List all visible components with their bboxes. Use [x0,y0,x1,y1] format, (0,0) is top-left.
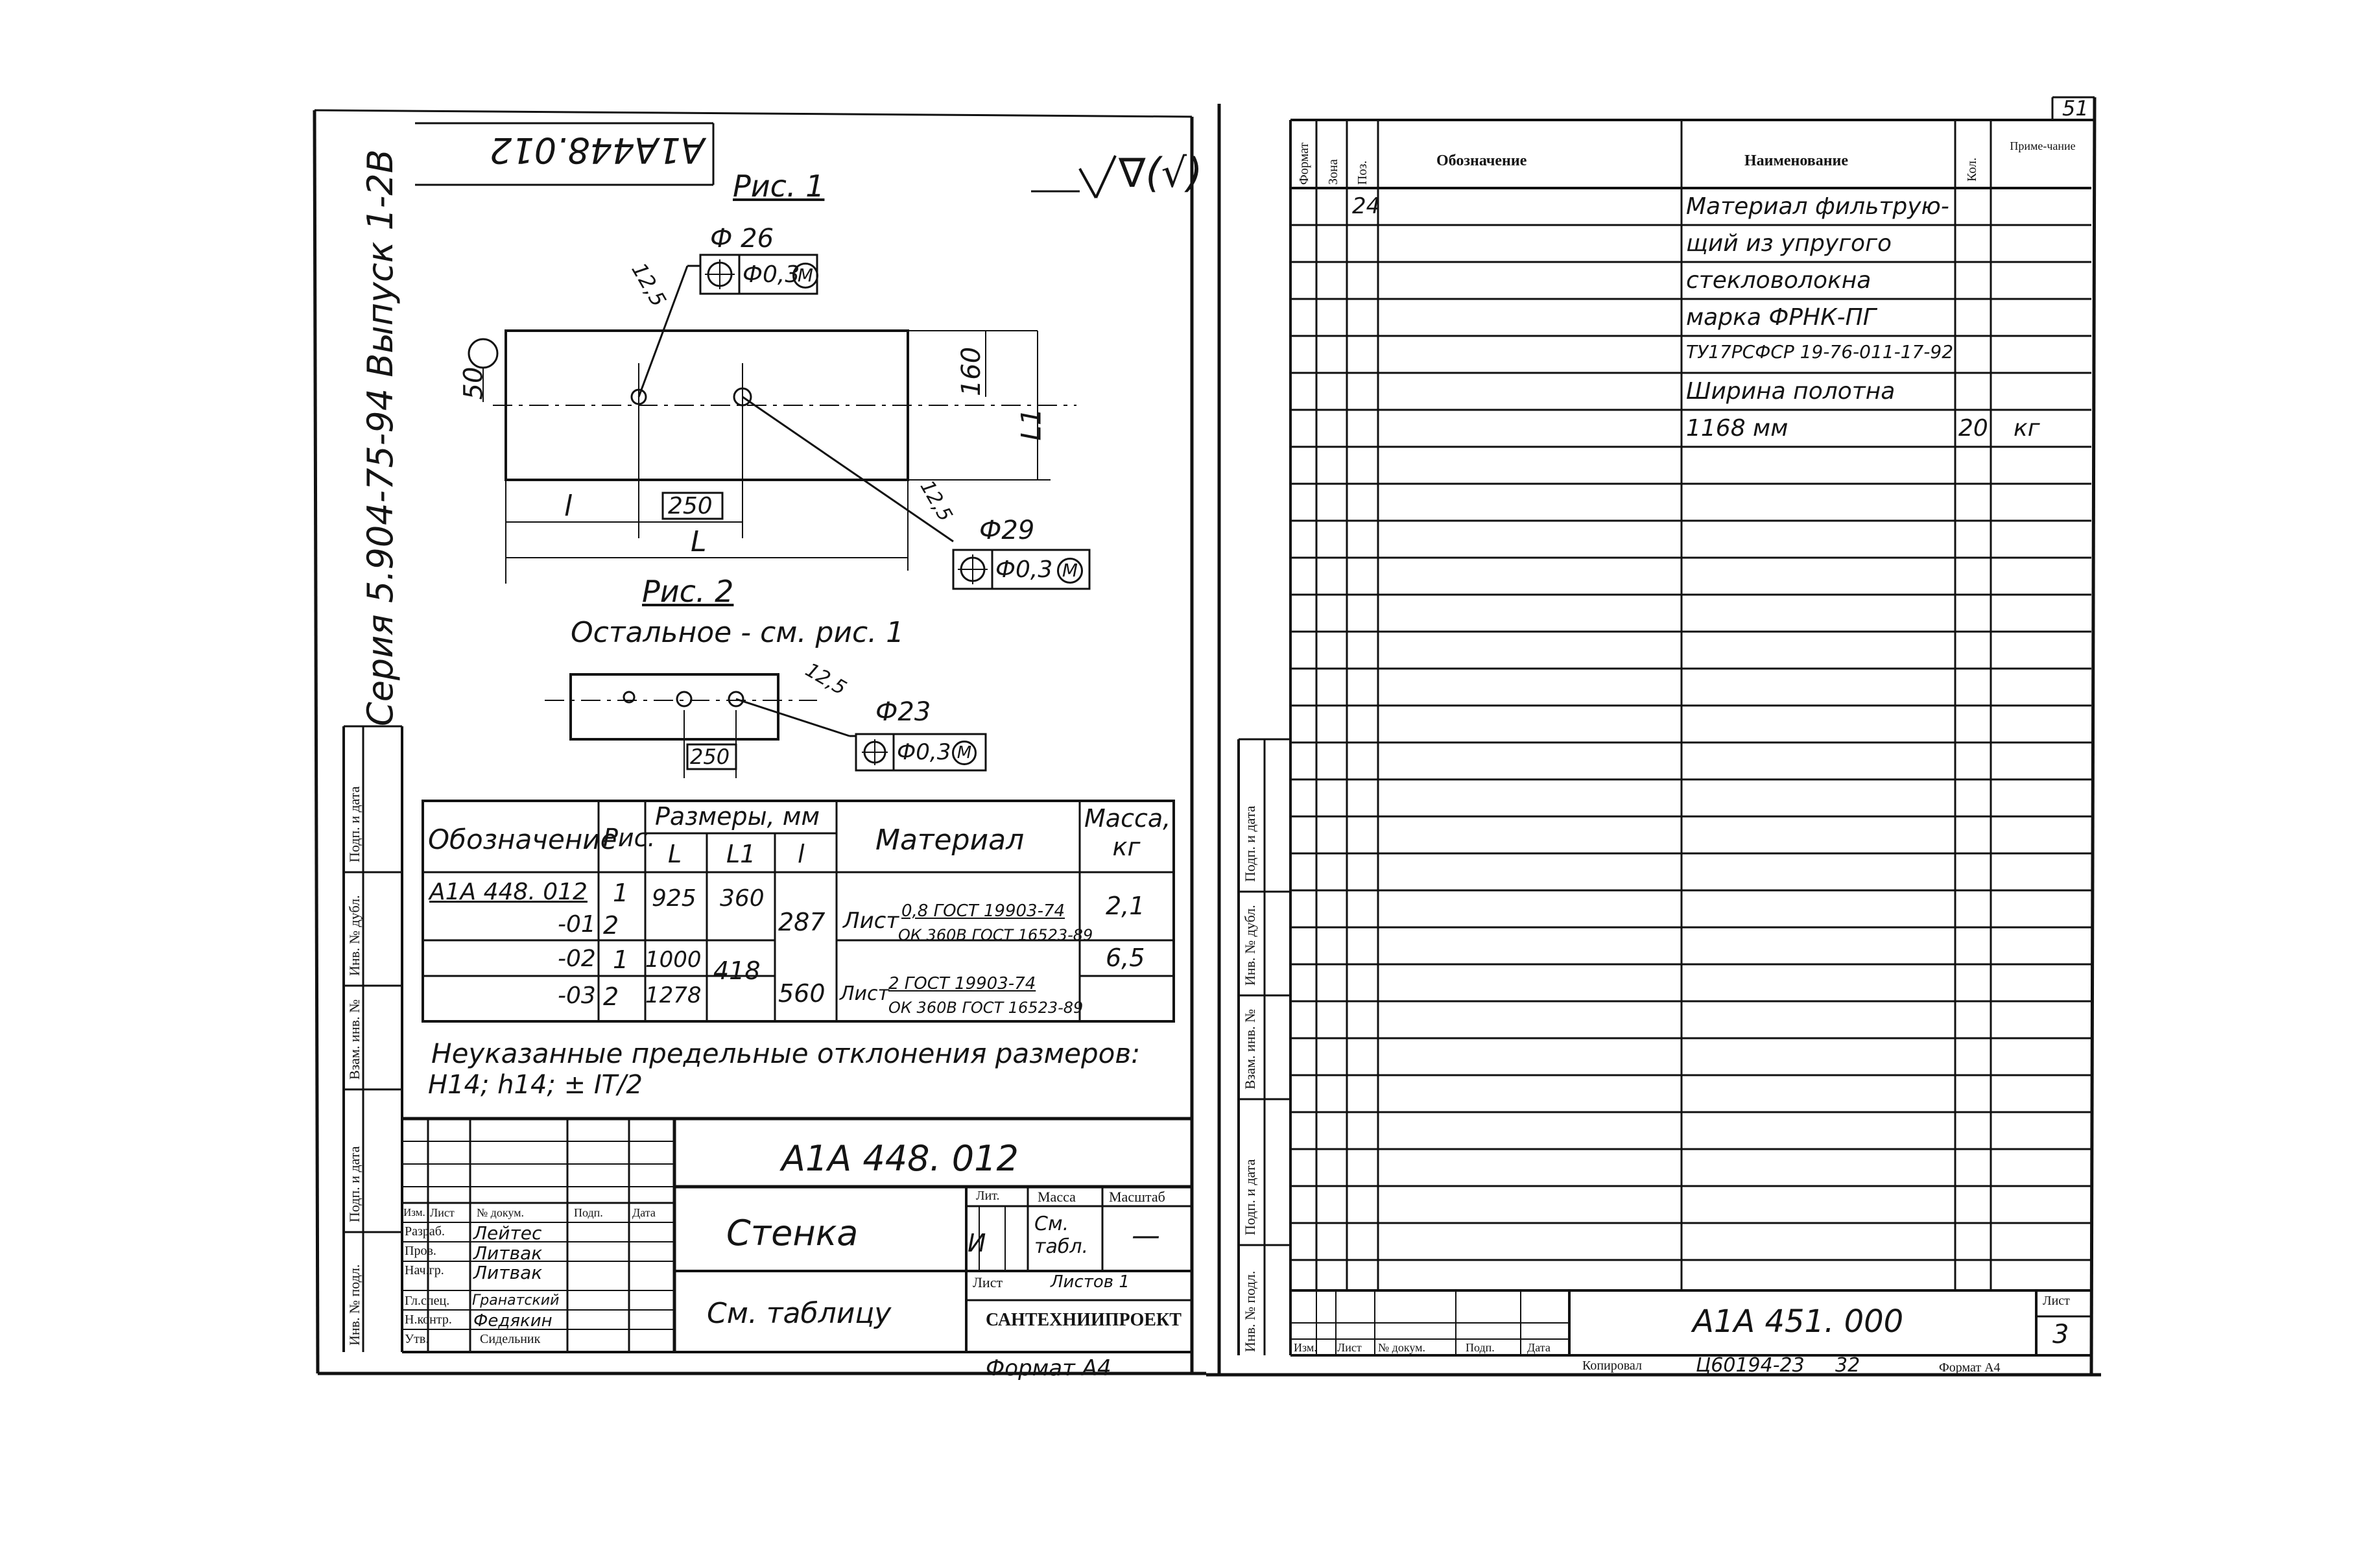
title-col-change: Изм. [403,1206,425,1218]
table-row4-material-top: 2 ГОСТ 19903-74 [888,974,1036,993]
title-block-format: Формат А4 [986,1355,1111,1381]
table-row3-designation: -02 [558,945,596,972]
spec-row-name: ТУ17РСФСР 19-76-011-17-92 [1686,341,1954,362]
spec-row-note: кг [2014,415,2040,442]
table-row2-designation: -01 [558,911,596,938]
table-header-fig: Рис. [603,824,656,852]
series-vertical-label: Серия 5.904-75-94 Выпуск 1-2В [360,149,401,726]
table-header-designation: Обозначение [428,824,617,855]
footer-col-sheet: Лист [1337,1341,1362,1354]
title-block-scale-value: — [1132,1219,1160,1252]
fig1-tolerance-2: Ф0,3 [995,556,1053,583]
title-col-doc: № докум. [477,1206,524,1219]
table-row3-L1: 418 [713,956,761,985]
fig1-dim-250: 250 [668,493,713,519]
footer-format: Формат А4 [1939,1360,2001,1375]
table-row1-L1: 360 [720,885,765,912]
fig1-dim-12-5-b: 12,5 [915,476,957,526]
fig1-title: Рис. 1 [733,169,825,204]
fig1-tolerance-2-modifier: M [1057,558,1083,584]
table-header-L1: L1 [726,840,756,868]
table-row2-material-top: 0,8 ГОСТ 19903-74 [901,901,1065,921]
fig1-dim-L1: L1 [1015,408,1047,441]
name-developer: Лейтес [473,1222,542,1244]
title-block-name: Стенка [726,1213,859,1253]
name-group-head: Литвак [473,1262,543,1283]
fig1-dim-l: l [564,490,573,523]
title-col-sign: Подп. [574,1206,603,1219]
right-strip-label-3: Взам. инв. № [1242,1009,1258,1089]
fig2-hole-diameter: Ф23 [875,697,931,727]
left-strip-label-2: Инв. № дубл. [346,895,362,976]
role-approved: Утв. [405,1332,429,1346]
table-row1-designation: A1A 448. 012 [429,879,588,905]
fig1-dim-12-5-a: 12,5 [626,258,671,311]
spec-header-name: Наименование [1744,152,1848,169]
right-strip-label-2: Инв. № дубл. [1242,905,1258,986]
footer-copied-label: Копировал [1582,1359,1642,1373]
left-strip-label-3: Взам. инв. № [346,999,362,1080]
title-block-organization: САНТЕХНИИПРОЕКТ [986,1310,1182,1330]
tolerance-note-line2: Н14; h14; ± IT/2 [428,1070,643,1100]
fig2-dim-12-5: 12,5 [801,658,851,700]
name-checker: Литвак [473,1242,543,1264]
table-header-L: L [668,840,682,868]
name-norm-control: Федякин [473,1311,553,1331]
footer-sheet-label: Лист [2043,1294,2070,1308]
fig1-hole2-diameter: Ф29 [979,516,1035,545]
title-block-sheet-label: Лист [973,1274,1003,1290]
table-header-material: Материал [875,824,1025,857]
table-row4-material-bottom: ОК 360В ГОСТ 16523-89 [888,999,1084,1017]
table-row1-fig: 1 [613,879,629,907]
role-chief-specialist: Гл.спец. [405,1294,450,1308]
left-strip-label-1: Подп. и дата [346,786,362,862]
table-header-l: l [798,840,805,868]
spec-header-zone: Зона [1326,159,1340,185]
fig1-tolerance-1: Ф0,3 [743,261,800,288]
name-approved: Сидельник [480,1332,541,1346]
right-strip-label-1: Подп. и дата [1242,805,1258,882]
footer-sheet-value: 3 [2052,1320,2069,1349]
table-row4-designation: -03 [558,982,596,1009]
spec-row-name: марка ФРНК-ПГ [1686,304,1876,331]
table-row3-fig: 1 [613,945,629,974]
fig1-tolerance-1-modifier: M [792,263,818,289]
title-block-material: См. таблицу [707,1297,892,1330]
spec-header-qty: Кол. [1965,157,1979,182]
fig2-note: Остальное - см. рис. 1 [571,616,905,649]
title-block-lit-value: И [968,1229,986,1257]
footer-col-sign: Подп. [1466,1341,1495,1354]
role-checker: Пров. [405,1244,436,1258]
fig2-tolerance: Ф0,3 [897,739,951,765]
fig2-dim-250: 250 [690,744,730,769]
role-developer: Разраб. [405,1224,445,1239]
fig1-dim-L: L [691,525,707,558]
name-chief-specialist: Гранатский [472,1292,560,1309]
right-strip-label-5: Инв. № подл. [1242,1270,1258,1352]
table-row3-L: 1000 [645,947,702,973]
roughness-mark: ∇(√) [1119,149,1203,196]
table-row2-material-bottom: ОК 360В ГОСТ 16523-89 [898,926,1093,944]
fig1-dim-160: 160 [957,346,987,397]
table-row2-fig: 2 [603,911,619,940]
right-strip-label-4: Подп. и дата [1242,1159,1258,1235]
spec-header-pos: Поз. [1355,160,1370,185]
left-strip-label-5: Инв. № подл. [346,1264,362,1346]
title-col-sheet: Лист [430,1206,455,1219]
table-row4-l: 560 [778,979,826,1008]
spec-header-format: Формат [1297,142,1311,185]
title-col-date: Дата [632,1206,656,1219]
fig1-hole1-diameter: Ф 26 [710,224,774,254]
table-header-sizes: Размеры, мм [655,802,820,831]
fig1-dim-50: 50 [458,366,489,400]
rotated-drawing-code: A1A448.012 [490,130,705,171]
spec-row-name: Ширина полотна [1686,378,1896,405]
title-block-code: А1А 448. 012 [781,1138,1019,1179]
spec-row-name: 1168 мм [1686,415,1789,442]
spec-row-name: щий из упругого [1686,230,1892,257]
footer-col-change: Изм. [1294,1341,1317,1354]
footer-order: Ц60194-23 [1696,1354,1805,1377]
table-row2-l: 287 [778,908,826,936]
title-block-mass-value: См. табл. [1034,1213,1089,1258]
table-row4-fig: 2 [603,982,619,1011]
spec-row-pos: 24 [1352,193,1381,219]
spec-header-designation: Обозначение [1436,152,1527,169]
title-block-sheets-label: Листов 1 [1051,1272,1130,1292]
left-strip-label-4: Подп. и дата [346,1146,362,1222]
role-norm-control: Н.контр. [405,1313,452,1327]
spec-row-name: Материал фильтрую- [1686,193,1949,220]
fig2-tolerance-modifier: M [952,741,977,765]
footer-col-doc: № докум. [1378,1341,1425,1354]
table-row4-L: 1278 [645,982,702,1008]
fig2-title: Рис. 2 [642,574,734,609]
spec-header-note: Приме-чание [2010,139,2076,152]
footer-code: А1А 451. 000 [1693,1303,1904,1340]
table-row3-mass: 6,5 [1106,944,1145,972]
title-block-scale-label: Масштаб [1109,1189,1165,1205]
table-header-mass: Масса, кг [1084,804,1171,861]
table-row2-material-prefix: Лист [843,908,899,934]
title-block-mass-label: Масса [1038,1189,1076,1205]
footer-order-number: 32 [1835,1354,1860,1377]
footer-col-date: Дата [1527,1341,1551,1354]
table-row4-material-prefix: Лист [840,982,890,1005]
table-row1-L: 925 [652,885,696,912]
table-row2-mass: 2,1 [1106,892,1145,920]
role-group-head: Нач.гр. [405,1263,444,1277]
title-block-lit-label: Лит. [976,1189,1000,1203]
corner-page-number: 51 [2062,96,2089,121]
spec-row-qty: 20 [1958,415,1988,442]
spec-row-name: стекловолокна [1686,267,1872,294]
tolerance-note-line1: Неуказанные предельные отклонения размеров: [431,1038,1141,1069]
